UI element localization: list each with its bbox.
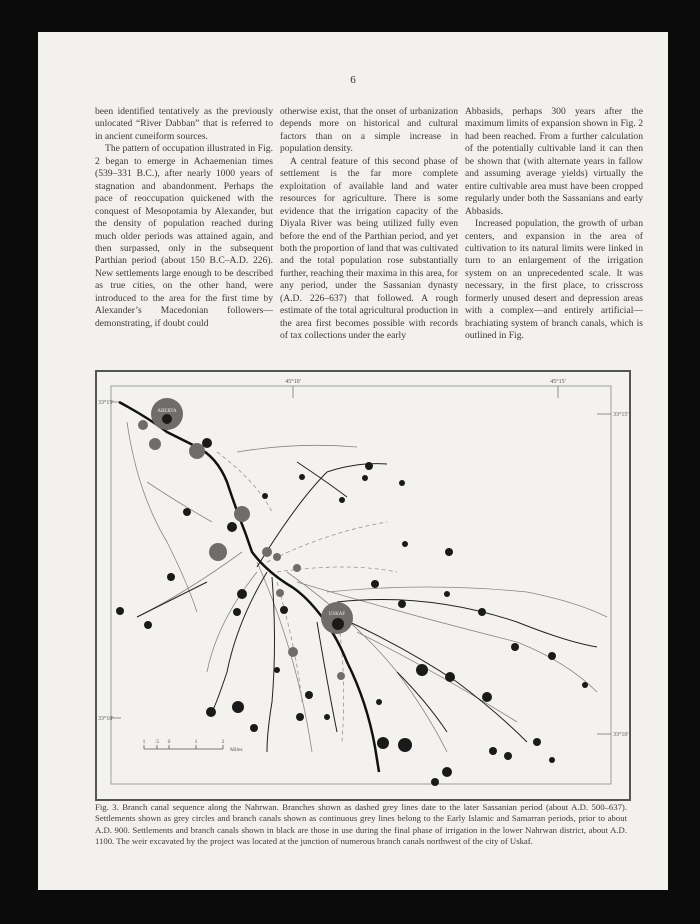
- paragraph: otherwise exist, that the onset of urbanization depends more on historical and cultural factors than on a simple increase in population density.: [280, 106, 458, 155]
- scale-tick-label: 2: [221, 739, 225, 745]
- scale-unit: Miles: [230, 747, 243, 753]
- paragraph: been identified tentatively as the previously unlocated “River Dabban” that is referred to in ancient cuneiform sources.: [95, 106, 273, 142]
- longitude-label: 45°10': [285, 379, 301, 385]
- nahrwan-canal: [119, 402, 379, 772]
- scale-tick-label: 0: [167, 739, 171, 745]
- scale-tick-label: 1: [142, 739, 146, 745]
- text-column-1: [95, 106, 273, 330]
- grey-canals: [127, 422, 607, 752]
- text-column-3: [465, 106, 643, 343]
- black-settlements: [116, 414, 588, 786]
- city-label: ABERTA: [157, 409, 177, 414]
- scale-bar: [144, 745, 223, 749]
- paragraph: Abbasids, perhaps 300 years after the maximum limits of expansion shown in Fig. 2 had been reached. From a further calculation of the potentially cultivable land it can then be shown that (with alternate years in fallow and assuming average yields) virtually the entire cultivable area must have been cropped regularly under both the Sassanians and early Abbasids.: [465, 106, 643, 217]
- latitude-label: 33°10': [98, 716, 114, 722]
- latitude-label: 33°15': [613, 412, 629, 418]
- canal-map-figure: [95, 370, 631, 801]
- latitude-label: 33°15': [98, 400, 114, 406]
- paragraph: A central feature of this second phase of settlement is the far more complete exploitation of available land and water resources for agriculture. There is some evidence that the irrigation capacity of the Diyala River was being utilized fully even before the end of the Parthian period, and yet both the proportion of land that was cultivated and the total population rose substantially further, reaching their maxima in this area, for any period, under the Sassanian dynasty (A.D. 226–637) that followed. A rough estimate of the total agricultural production in the area first becomes possible with records of tax collections under the early: [280, 155, 458, 342]
- latitude-label: 33°10': [613, 732, 629, 738]
- figure-caption: Fig. 3. Branch canal sequence along the Nahrwan. Branches shown as dashed grey lines date to the later Sassanian period (about A.D. 500–637). Settlements shown as grey circles and branch canals shown as continuous grey lines belong to the Early Islamic and Samarran periods, prior to about A.D. 900. Settlements and branch canals shown in black are those in use during the final phase of irrigation in the lower Nahrwan district, about A.D. 1100. The weir excavated by the project was located at the junction of numerous branch canals northwest of the city of Uskaf.: [95, 802, 627, 847]
- page-number: 6: [350, 74, 356, 86]
- scale-tick-label: 1: [194, 739, 198, 745]
- longitude-label: 45°15': [550, 379, 566, 385]
- canal-map: [97, 372, 629, 799]
- paragraph: Increased population, the growth of urban centers, and expansion in the area of cultivation to its natural limits were linked in turn to an enlargement of the irrigation system on an unprecedented scale. It was necessary, in the first place, to crisscross formerly unused desert and depression areas with a complex—and entirely artificial—brachiating system of branch canals, which is outlined in Fig.: [465, 218, 643, 342]
- document-page: [38, 32, 668, 890]
- paragraph: The pattern of occupation illustrated in Fig. 2 began to emerge in Achaemenian times (539–331 B.C.), after nearly 1000 years of stagnation and abandonment. Perhaps the pace of reoccupation quickened with the conquest of Mesopotamia by Alexander, but the density of population reached during much older periods was attained again, and then surpassed, only in the subsequent Parthian period (about 150 B.C–A.D. 226). New settlements large enough to be described as true cities, on the other hand, were introduced to the area for the first time by Alexander’s Macedonian followers—demonstrating, if doubt could: [95, 143, 273, 329]
- text-column-2: [280, 106, 458, 343]
- black-canals: [137, 462, 597, 752]
- city-label: USKAF: [328, 612, 346, 617]
- scale-tick-label: .5: [154, 739, 160, 745]
